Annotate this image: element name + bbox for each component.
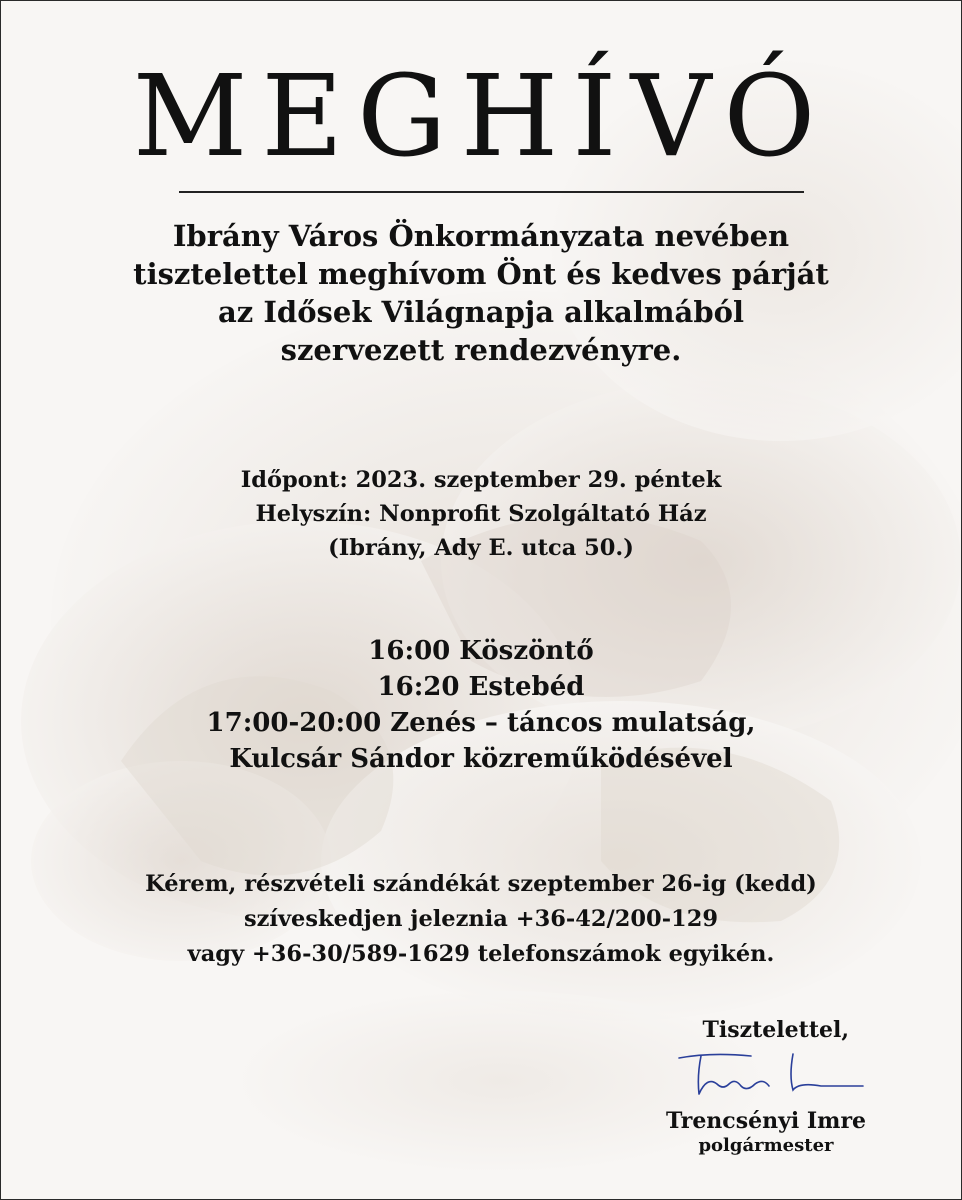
intro-text — [1, 217, 961, 369]
program-item: 16:20 Estebéd — [377, 672, 585, 702]
rsvp-line: szíveskedjen jeleznia +36-42/200-129 — [243, 906, 719, 932]
event-venue: Helyszín: Nonprofit Szolgáltató Ház — [255, 501, 707, 527]
event-details — [1, 463, 961, 565]
invitation-title: MEGHÍVÓ — [132, 52, 830, 182]
event-date: Időpont: 2023. szeptember 29. péntek — [240, 467, 722, 493]
signer-role: polgármester — [698, 1135, 834, 1156]
closing-greeting: Tisztelettel, — [702, 1017, 849, 1043]
intro-line: az Idősek Világnapja alkalmából — [218, 295, 744, 329]
program-item: Kulcsár Sándor közreműködésével — [229, 744, 733, 774]
rsvp-line: Kérem, részvételi szándékát szeptember 26-ig (kedd) — [145, 871, 817, 897]
intro-line: szervezett rendezvényre. — [280, 333, 682, 367]
title-underline — [179, 191, 804, 193]
intro-line: tisztelettel meghívom Önt és kedves párját — [133, 257, 829, 291]
handwritten-signature — [671, 1046, 871, 1106]
signer-block — [641, 1107, 891, 1157]
program-item: 17:00-20:00 Zenés – táncos mulatság, — [206, 708, 756, 738]
program-item: 16:00 Köszöntő — [368, 636, 594, 666]
rsvp-text — [1, 867, 961, 972]
signer-name: Trencsényi Imre — [665, 1108, 867, 1134]
event-address: (Ibrány, Ady E. utca 50.) — [328, 535, 634, 561]
event-program — [1, 633, 961, 777]
intro-line: Ibrány Város Önkormányzata nevében — [172, 219, 790, 253]
rsvp-line: vagy +36-30/589-1629 telefonszámok egyikén. — [187, 941, 775, 967]
